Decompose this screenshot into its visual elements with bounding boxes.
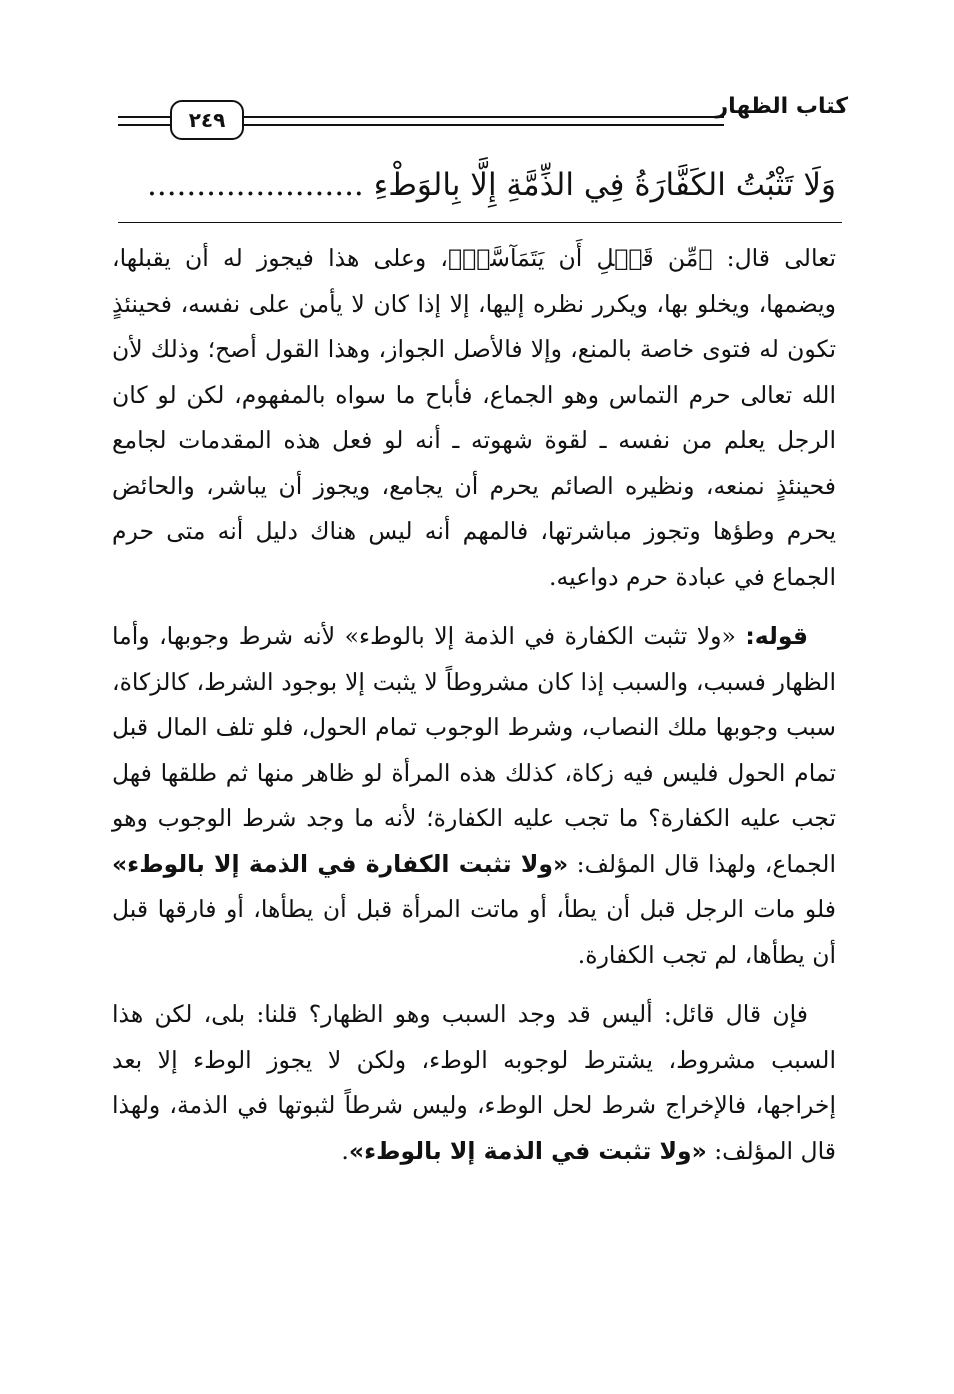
paragraph-2-text-1: لأنه شرط وجوبها، وأما الظهار فسبب، والسبب إذا كان مشروطاً لا يثبت إلا بوجود الشرط، كالزكاة، سبب وجوبها ملك النصاب، وشرط الوجوب تمام الحول، فلو تلف المال قبل تمام الحول فليس فيه زكاة، كذلك هذه المرأة لو ظاهر منها ثم طلقها فهل تجب عليه الكفارة؟ ما تجب عليه الكفارة؛ لأنه ما وجد شرط الوجوب وهو الجماع، ولهذا قال المؤلف:	[112, 622, 836, 878]
paragraph-2-quote-2: «ولا تثبت الكفارة في الذمة إلا بالوطء»	[112, 849, 569, 878]
header-rule-right-lower	[244, 124, 724, 126]
paragraph-2-quote-1: «ولا تثبت الكفارة في الذمة إلا بالوطء»	[344, 622, 736, 650]
commentary-body	[112, 236, 836, 1188]
paragraph-3-text-1: فإن قال قائل: أليس قد وجد السبب وهو الظهار؟ قلنا: بلى، لكن هذا السبب مشروط، يشترط لوجوبه الوطء، ولكن لا يجوز الوطء إلا بعد إخراجها، فالإخراج شرط لحل الوطء، وليس شرطاً لثبوتها في الذمة، ولهذا قال المؤلف:	[112, 1000, 836, 1165]
paragraph-2-text-2: فلو مات الرجل قبل أن يطأ، أو ماتت المرأة قبل أن يطأها، أو فارقها قبل أن يطأها، لم تجب الكفارة.	[112, 895, 836, 969]
book-title: كتاب الظهار	[715, 94, 848, 119]
paragraph-3	[112, 992, 836, 1174]
matn-divider	[118, 222, 842, 223]
paragraph-2	[112, 614, 836, 978]
paragraph-1-text: تعالى قال: ﴿مِّن قَبۡلِ أَن يَتَمَآسَّاۚ﴾، وعلى هذا فيجوز له أن يقبلها، ويضمها، ويخلو بها، ويكرر نظره إليها، إلا إذا كان لا يأمن على نفسه، فحينئذٍ تكون له فتوى خاصة بالمنع، وإلا فالأصل الجواز، وهذا القول أصح؛ وذلك لأن الله تعالى حرم التماس وهو الجماع، فأباح ما سواه بالمفهوم، لكن لو كان الرجل يعلم من نفسه ـ لقوة شهوته ـ أنه لو فعل هذه المقدمات لجامع فحينئذٍ نمنعه، ونظيره الصائم يحرم أن يجامع، ويجوز أن يباشر، والحائض يحرم وطؤها وتجوز مباشرتها، فالمهم أنه ليس هناك دليل أنه متى حرم الجماع في عبادة حرم دواعيه.	[112, 244, 836, 591]
header-rule-right	[244, 116, 724, 118]
paragraph-3-text-2: .	[341, 1136, 349, 1165]
paragraph-3-quote: «ولا تثبت في الذمة إلا بالوطء»	[348, 1136, 707, 1165]
paragraph-1	[112, 236, 836, 600]
matn-text: وَلَا تَثْبُتُ الكَفَّارَةُ فِي الذِّمَّةِ إِلَّا بِالوَطْءِ ......................	[147, 167, 836, 203]
page-header	[118, 86, 848, 150]
paragraph-2-lead: قوله:	[745, 622, 808, 650]
header-rule-left-lower	[118, 124, 170, 126]
page-number: ٢٤٩	[170, 100, 244, 140]
header-rule-left	[118, 116, 170, 118]
